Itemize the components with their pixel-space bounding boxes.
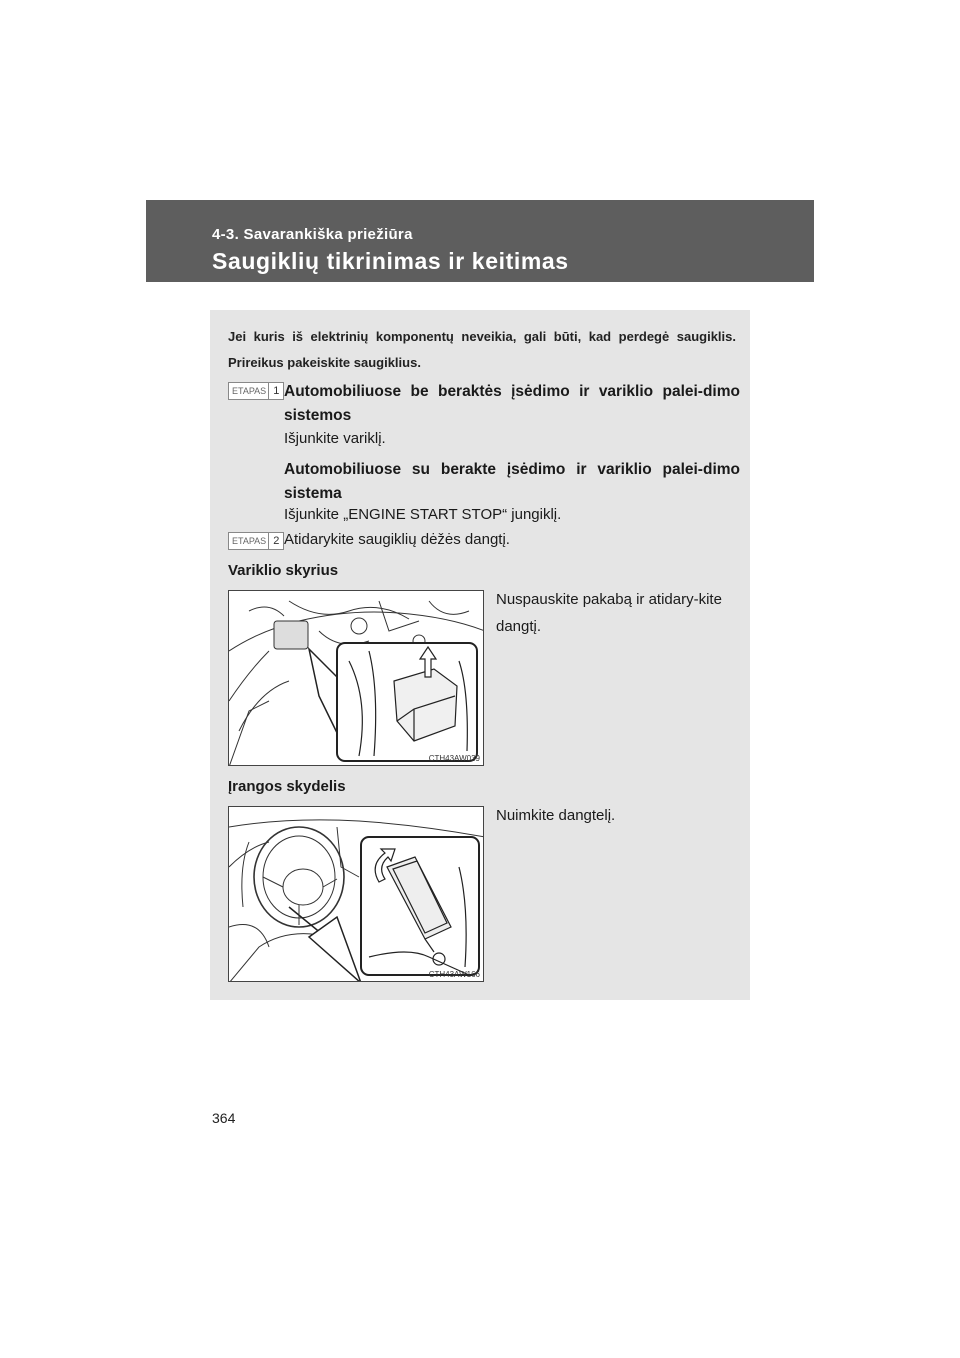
instrument-panel-figure — [228, 806, 484, 982]
step-badge-number: 2 — [268, 533, 283, 549]
step-badge-number: 1 — [268, 383, 283, 399]
intro-text: Jei kuris iš elektrinių komponentų neveikia, gali būti, kad perdegė saugiklis. Prireikus pakeiskite saugiklius. — [228, 329, 736, 370]
step-1-text-a: Išjunkite variklį. — [284, 430, 386, 447]
page-number: 364 — [212, 1110, 236, 1126]
step-badge-word: ETAPAS — [232, 536, 267, 546]
figure-code: CTH43AW039 — [428, 754, 480, 763]
engine-compartment-instruction: Nuspauskite pakabą ir atidary-kite dangtį. — [496, 591, 722, 635]
section-label: 4-3. Savarankiška priežiūra — [212, 226, 413, 243]
engine-compartment-heading: Variklio skyrius — [228, 562, 339, 579]
page-title: Saugiklių tikrinimas ir keitimas — [212, 248, 569, 274]
steering-wheel-illustration — [229, 807, 484, 982]
step-1-heading-b: Automobiliuose su berakte įsėdimo ir variklio palei-dimo sistema — [284, 461, 740, 502]
instrument-panel-instruction: Nuimkite dangtelį. — [496, 807, 616, 824]
instrument-panel-heading: Įrangos skydelis — [228, 778, 346, 795]
step-badge-word: ETAPAS — [232, 386, 267, 396]
engine-bay-figure — [228, 590, 484, 766]
engine-bay-illustration — [229, 591, 484, 766]
step-1-text-b: Išjunkite „ENGINE START STOP“ jungiklį. — [284, 506, 562, 523]
step-1-badge — [228, 382, 284, 400]
step-1-heading-a: Automobiliuose be beraktės įsėdimo ir variklio palei-dimo sistemos — [284, 383, 740, 424]
figure-code: CTH43AW166 — [428, 970, 480, 979]
step-2-badge — [228, 532, 284, 550]
step-2-text: Atidarykite saugiklių dėžės dangtį. — [284, 531, 510, 548]
